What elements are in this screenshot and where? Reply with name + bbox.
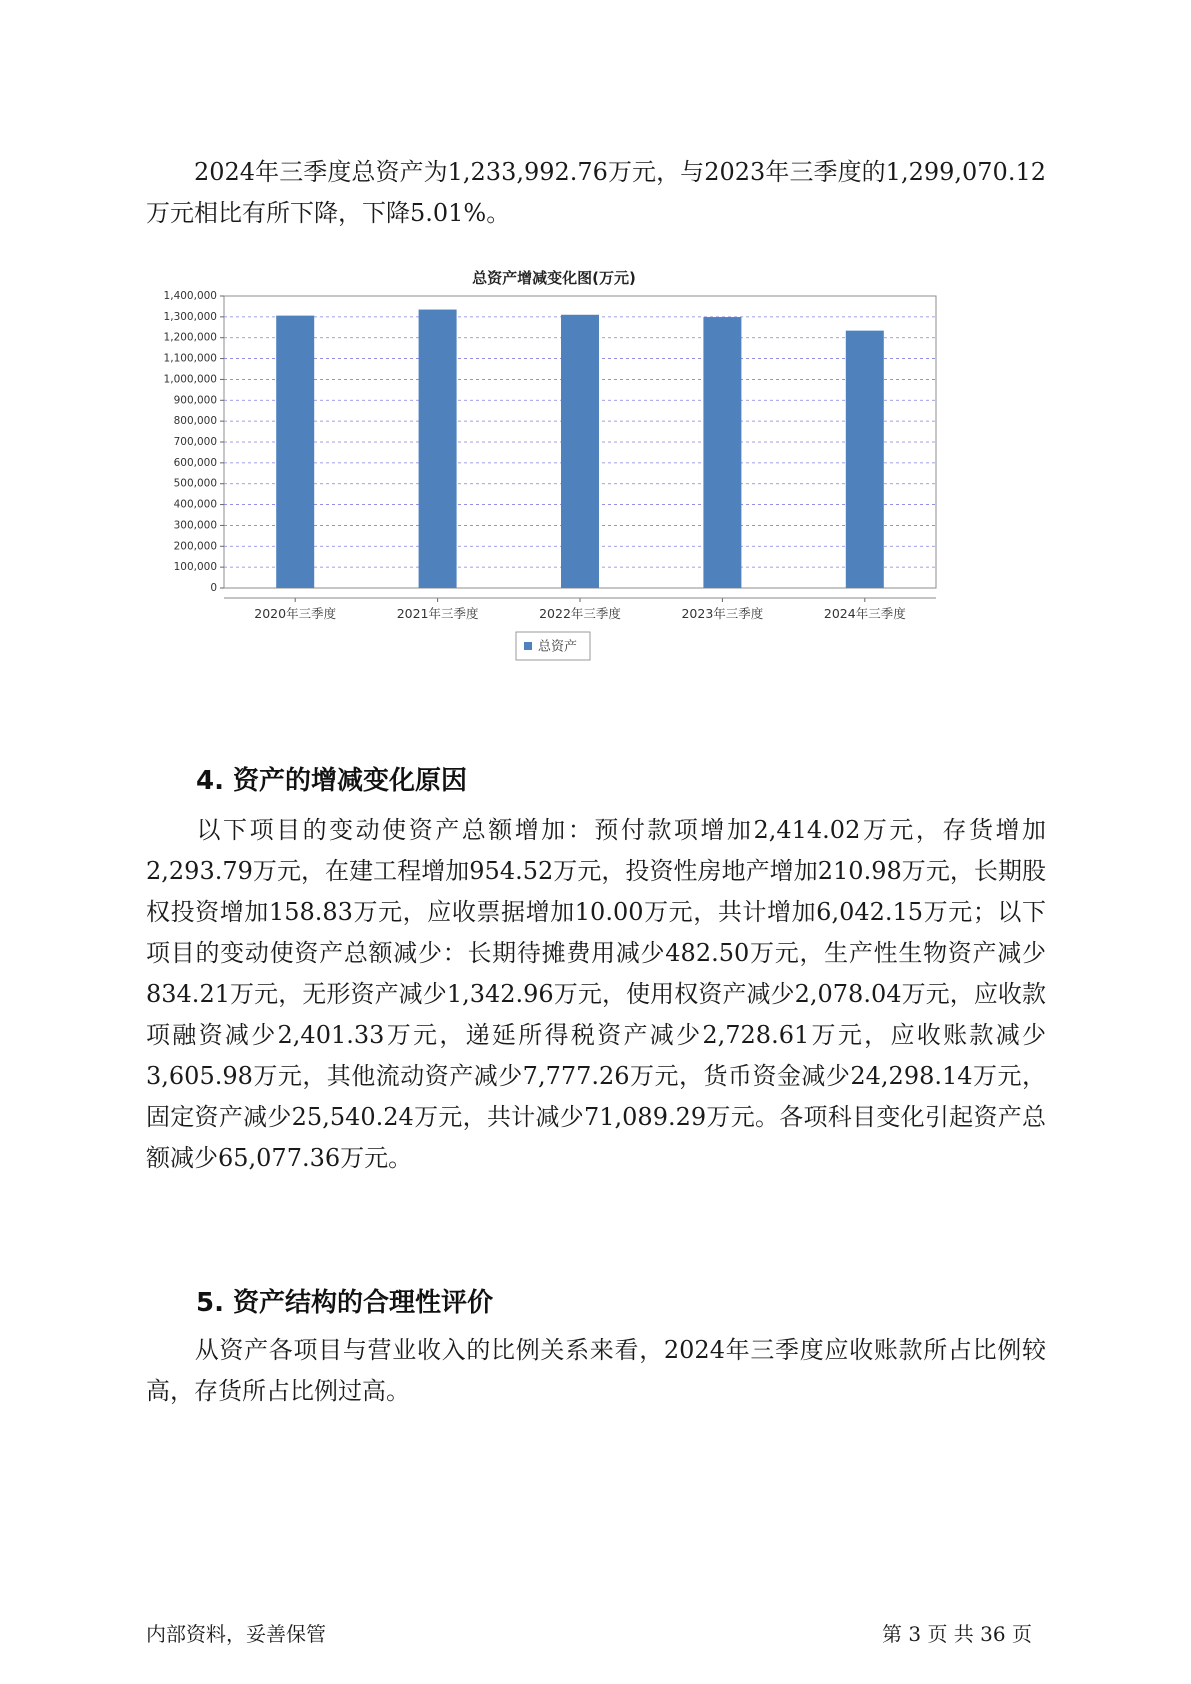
bar-1 xyxy=(276,316,314,588)
chart-title: 总资产增减变化图(万元) xyxy=(472,270,636,288)
bar-3 xyxy=(561,315,599,588)
y-tick-label: 500,000 xyxy=(173,477,217,490)
y-tick-label: 800,000 xyxy=(173,415,217,428)
x-tick-label: 2024年三季度 xyxy=(823,606,906,621)
bar-5 xyxy=(846,331,884,588)
footer-confidential-note: 内部资料，妥善保管 xyxy=(146,1622,326,1646)
y-tick-label: 700,000 xyxy=(173,436,217,448)
footer-page-number: 第 3 页 共 36 页 xyxy=(882,1622,1032,1646)
total-assets-summary-text: 2024年三季度总资产为1,233,992.76万元，与2023年三季度的1,299,070.12万元相比有所下降，下降5.01%。 xyxy=(146,158,1046,227)
y-tick-label: 400,000 xyxy=(173,498,217,511)
y-tick-label: 1,400,000 xyxy=(163,290,217,302)
chart-legend xyxy=(516,632,590,660)
y-tick-label: 100,000 xyxy=(173,561,217,574)
y-tick-label: 300,000 xyxy=(173,519,217,532)
bar-4 xyxy=(703,317,741,588)
y-tick-label: 200,000 xyxy=(173,540,217,553)
y-tick-label: 1,100,000 xyxy=(163,352,217,365)
x-tick-label: 2023年三季度 xyxy=(681,606,764,621)
asset-structure-evaluation-paragraph xyxy=(146,1330,1046,1412)
asset-change-reasons-text: 以下项目的变动使资产总额增加：预付款项增加2,414.02万元，存货增加2,293.79万元，在建工程增加954.52万元，投资性房地产增加210.98万元，长期股权投资增加158.83万元，应收票据增加10.00万元，共计增加6,042.15万元；以下项目的变动使资产总额减少：长期待摊费用减少482.50万元，生产性生物资产减少834.21万元，无形资产减少1,342.96万元，使用权资产减少2,078.04万元，应收款项融资减少2,401.33万元，递延所得税资产减少2,728.61万元，应收账款减少3,605.98万元，其他流动资产减少7,777.26万元，货币资金减少24,298.14万元，固定资产减少25,540.24万元，共计减少71,089.29万元。各项科目变化引起资产总额减少65,077.36万元。 xyxy=(146,816,1046,1172)
y-tick-label: 0 xyxy=(210,582,217,594)
asset-structure-evaluation-text: 从资产各项目与营业收入的比例关系来看，2024年三季度应收账款所占比例较高，存货所占比例过高。 xyxy=(146,1336,1046,1405)
y-tick-label: 900,000 xyxy=(173,394,217,407)
y-tick-label: 600,000 xyxy=(173,456,217,469)
section-5-heading: 5. 资产结构的合理性评价 xyxy=(196,1288,494,1318)
y-tick-label: 1,300,000 xyxy=(163,310,217,323)
y-tick-label: 1,000,000 xyxy=(163,373,217,386)
total-assets-bar-chart-svg xyxy=(150,270,1030,710)
total-assets-summary-paragraph xyxy=(146,152,1046,234)
y-tick-label: 1,200,000 xyxy=(163,331,217,344)
total-assets-chart xyxy=(150,270,1030,710)
x-tick-label: 2020年三季度 xyxy=(254,606,337,621)
bar-2 xyxy=(419,310,457,588)
legend-label: 总资产 xyxy=(538,639,578,655)
legend-swatch xyxy=(524,642,532,650)
asset-change-reasons-paragraph xyxy=(146,810,1046,1179)
x-tick-label: 2021年三季度 xyxy=(396,606,479,621)
section-4-heading: 4. 资产的增减变化原因 xyxy=(196,766,468,796)
x-tick-label: 2022年三季度 xyxy=(539,606,621,621)
